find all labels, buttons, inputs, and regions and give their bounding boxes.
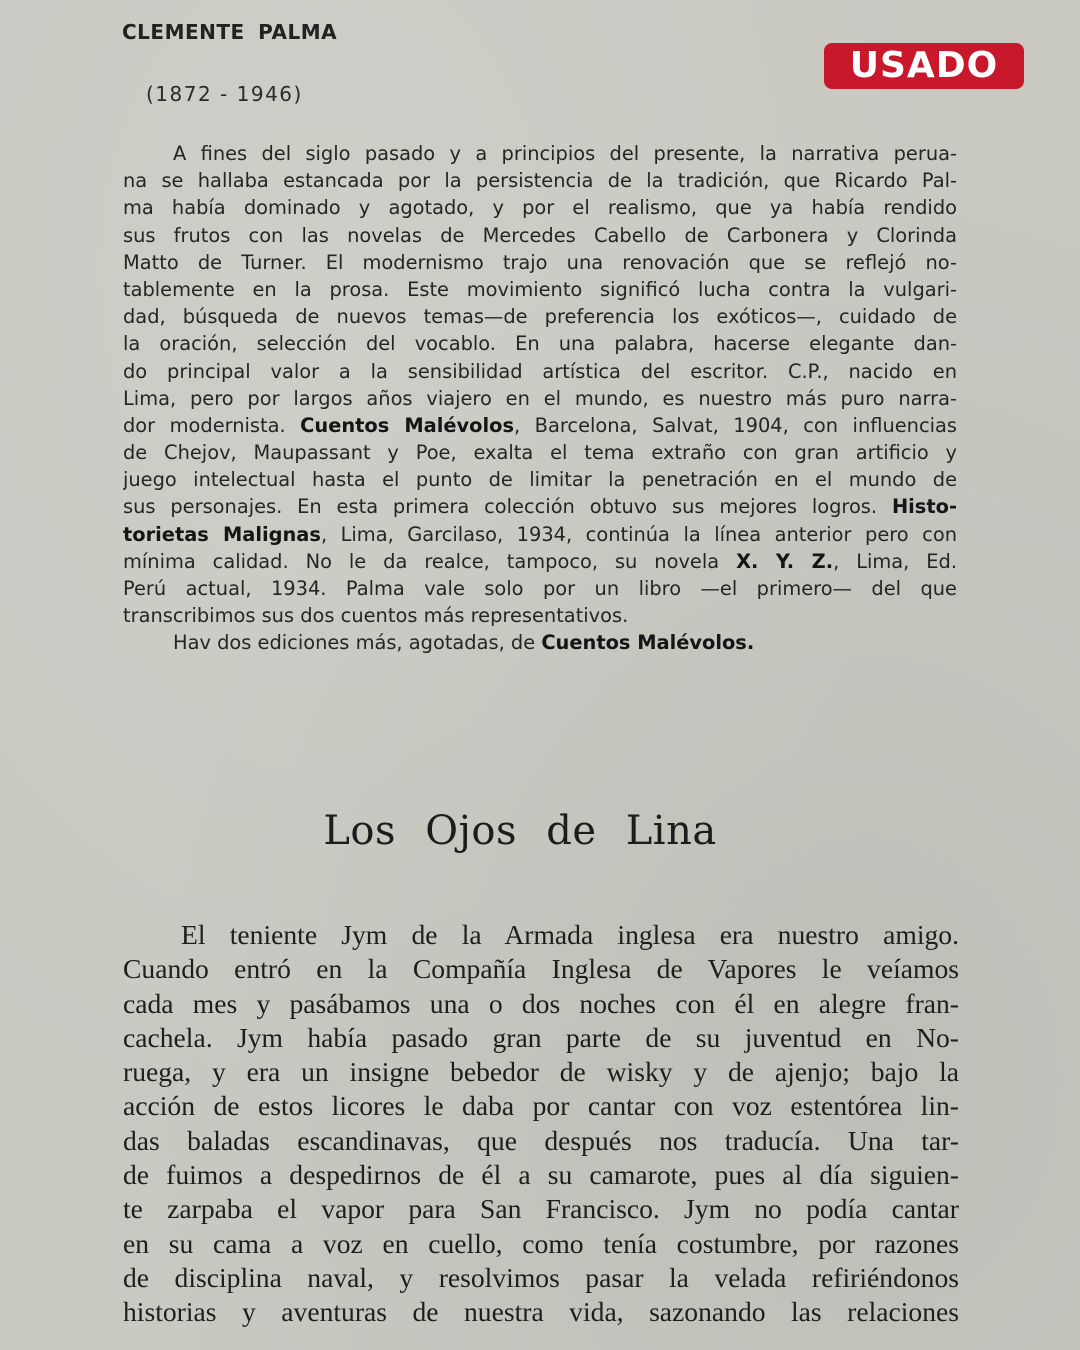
intro-paragraph <box>123 140 957 657</box>
intro-line: Perú actual, 1934. Palma vale solo por un libro —el primero— del que <box>123 577 957 600</box>
intro-text: , Lima, Ed. <box>833 549 957 573</box>
book-title-xyz: X. Y. Z. <box>736 549 834 573</box>
story-line: El teniente Jym de la Armada inglesa era nuestro amigo. <box>181 919 959 950</box>
intro-line <box>123 629 957 656</box>
author-heading: CLEMENTE PALMA <box>122 20 338 44</box>
story-line: en su cama a voz en cuello, como tenía costumbre, por razones <box>123 1227 959 1259</box>
intro-line: do principal valor a la sensibilidad artística del escritor. C.P., nacido en <box>123 359 957 383</box>
intro-line: transcribimos sus dos cuentos más representativos. <box>123 604 629 628</box>
intro-text: sus personajes. En esta primera colección obtuvo sus mejores logros. <box>123 495 892 519</box>
used-badge: USADO <box>824 43 1024 89</box>
book-title-historietas-end: torietas Malignas <box>123 522 321 546</box>
story-line: te zarpaba el vapor para San Francisco. Jym no podía cantar <box>123 1193 959 1225</box>
story-line: acción de estos licores le daba por cantar con voz estentórea lin- <box>123 1090 959 1122</box>
story-line: das baladas escandinavas, que después nos traducía. Una tar- <box>123 1124 959 1156</box>
book-title-historietas-start: Histo- <box>891 495 957 519</box>
intro-line: la oración, selección del vocablo. En una palabra, hacerse elegante dan- <box>123 332 957 356</box>
intro-line: de Chejov, Maupassant y Poe, exalta el tema extraño con gran artificio y <box>123 441 957 465</box>
intro-line: Lima, pero por largos años viajero en el mundo, es nuestro más puro narra- <box>123 386 957 410</box>
story-title: Los Ojos de Lina <box>323 808 717 854</box>
intro-text: dor modernista. <box>123 413 301 437</box>
intro-line: ma había dominado y agotado, y por el realismo, que ya había rendido <box>123 196 957 220</box>
story-line: de disciplina naval, y resolvimos pasar la velada refiriéndonos <box>123 1261 959 1293</box>
intro-line: sus frutos con las novelas de Mercedes Cabello de Carbonera y Clorinda <box>123 223 957 247</box>
story-line: historias y aventuras de nuestra vida, sazonando las relaciones <box>123 1296 959 1328</box>
intro-line <box>123 548 957 575</box>
intro-line: juego intelectual hasta el punto de limitar la penetración en el mundo de <box>123 468 957 492</box>
story-line: cada mes y pasábamos una o dos noches con él en alegre fran- <box>123 987 959 1019</box>
author-years: (1872 - 1946) <box>146 82 303 106</box>
intro-text: mínima calidad. No le da realce, tampoco, su novela <box>123 549 737 573</box>
intro-line: na se hallaba estancada por la persistencia de la tradición, que Ricardo Pal- <box>123 169 957 193</box>
story-line: Cuando entró en la Compañía Inglesa de Vapores le veíamos <box>123 953 959 985</box>
story-body <box>123 918 959 1330</box>
story-line: ruega, y era un insigne bebedor de wisky y de ajenjo; bajo la <box>123 1056 959 1088</box>
story-line: de fuimos a despedirnos de él a su camarote, pues al día siguien- <box>123 1159 959 1191</box>
intro-line <box>123 412 957 439</box>
intro-line: Matto de Turner. El modernismo trajo una renovación que se reflejó no- <box>123 250 957 274</box>
intro-text: Hav dos ediciones más, agotadas, de <box>173 631 542 655</box>
intro-line: dad, búsqueda de nuevos temas—de preferencia los exóticos—, cuidado de <box>123 305 957 329</box>
intro-text: , Barcelona, Salvat, 1904, con influencias <box>514 413 957 437</box>
intro-line: tablemente en la prosa. Este movimiento significó lucha contra la vulgari- <box>123 277 957 301</box>
intro-line: A fines del siglo pasado y a principios del presente, la narrativa perua- <box>173 142 957 165</box>
intro-line <box>123 493 957 520</box>
intro-line <box>123 521 957 548</box>
book-title-cuentos-malevolos: Cuentos Malévolos <box>300 413 515 437</box>
story-line: cachela. Jym había pasado gran parte de su juventud en No- <box>123 1021 959 1053</box>
book-title-cuentos-malevolos: Cuentos Malévolos. <box>541 631 755 655</box>
intro-text: , Lima, Garcilaso, 1934, continúa la línea anterior pero con <box>320 522 957 546</box>
